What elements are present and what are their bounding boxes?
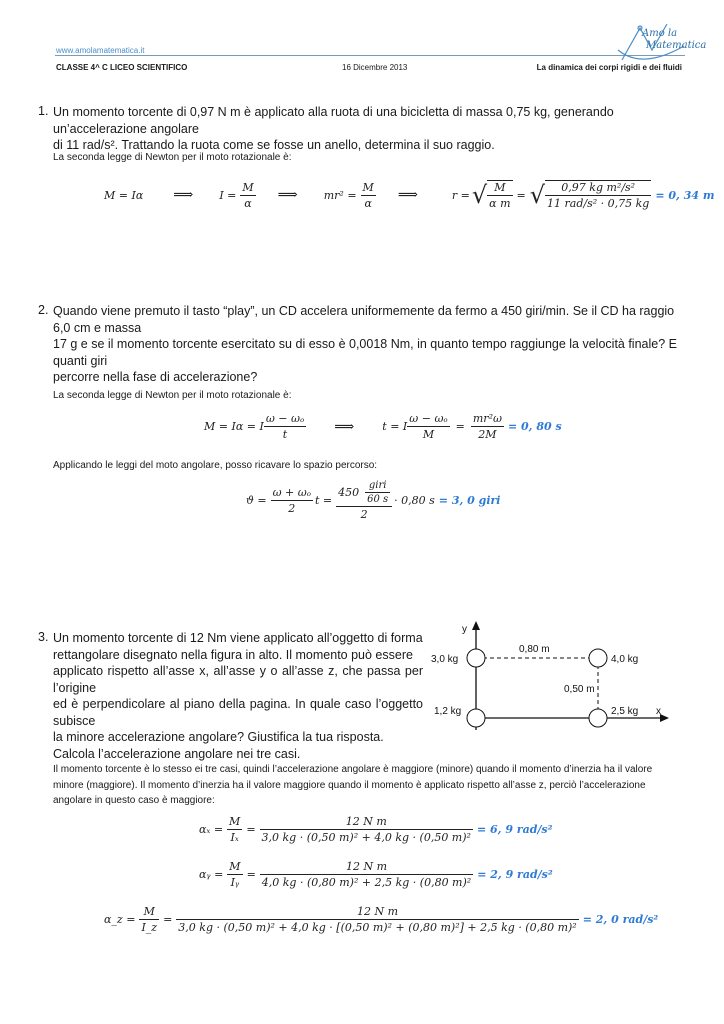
logo-text-2: Matematica: [646, 40, 707, 51]
fraction: $\frac{\text{12 N m}}{\text{3,0 kg · (0,50 m)² + 4,0 kg · (0,50 m)²}}$: [261, 815, 471, 844]
sqrt-symbol: √: [471, 181, 488, 209]
x-axis-label: x: [656, 706, 661, 717]
formula-term: I =: [219, 188, 237, 202]
problem-2-result-turns: = 3, 0 giri: [438, 494, 501, 507]
problem-2-formula-1: [204, 412, 562, 441]
problem-3-line: la minore accelerazione angolare? Giustifica la tua risposta.: [53, 730, 384, 744]
implies-symbol: ⟹: [277, 187, 298, 203]
formula-term: mr² =: [323, 188, 357, 202]
x-axis-arrow: [660, 714, 669, 722]
problem-2-intro: La seconda legge di Newton per il moto rotazionale è:: [53, 390, 292, 401]
header-divider: [55, 55, 685, 56]
mass-top-left: [467, 649, 485, 667]
result-alpha-z: = 2, 0 rad/s²: [582, 913, 659, 926]
mass-label-top-left: 3,0 kg: [431, 654, 459, 665]
problem-3-line: applicato rispetto all’asse x, all’asse y o all’asse z, che passa per l’origine: [53, 664, 423, 695]
fraction: $\frac{\text{ω − ωₒ}}{t}$: [265, 412, 305, 441]
formula-term: αₓ =: [199, 823, 224, 836]
implies-symbol: ⟹: [173, 187, 194, 203]
fraction: 12 N m 3,0 kg · (0,50 m)² + 4,0 kg · [(0,50 m)² + (0,80 m)²] + 2,5 kg · (0,80 m)²: [178, 905, 577, 934]
fraction: $\frac{M}{I\_z}$: [141, 905, 158, 934]
fraction: $\frac{M}{\text{Iₓ}}$: [229, 815, 241, 844]
problem-2-formula-2: [246, 480, 500, 521]
formula-term: M = Iα: [104, 188, 144, 202]
fraction: $\frac{\text{mr²ω}}{2M}$: [472, 412, 502, 441]
fraction: $\frac{M}{\alpha}$: [242, 180, 254, 210]
fraction: $\frac{\text{ω − ωₒ}}{M}$: [409, 412, 448, 441]
width-label: 0,80 m: [519, 644, 550, 655]
site-url[interactable]: www.amolamatematica.it: [56, 46, 145, 55]
formula-alpha-x: [199, 815, 552, 844]
problem-2-line: percorre nella fase di accelerazione?: [53, 370, 258, 384]
fraction: $\frac{M}{\text{α m}}$: [489, 181, 511, 210]
equals-sign: =: [246, 868, 256, 881]
formula-term: · 0,80 s: [394, 494, 435, 507]
implies-symbol: ⟹: [334, 418, 355, 435]
problem-1-number: 1.: [38, 104, 49, 118]
explanation-line: Il momento torcente è lo stesso ei tre casi, quindi l’accelerazione angolare è maggiore (minore) quando il momento d’inerzia ha il valore: [53, 764, 653, 775]
formula-term: αᵧ =: [199, 868, 224, 881]
y-axis-arrow: [472, 621, 480, 630]
problem-2-intro-2: Applicando le leggi del moto angolare, posso ricavare lo spazio percorso:: [53, 460, 378, 471]
formula-term: r =: [451, 188, 470, 202]
mass-diagram: [424, 618, 674, 736]
formula-term: α_z =: [104, 913, 136, 926]
problem-3-line: ed è perpendicolare al piano della pagina. In quale caso l’oggetto subisce: [53, 697, 423, 728]
problem-3-explanation: [53, 762, 683, 809]
formula-term: ϑ =: [246, 494, 267, 507]
mass-label-bottom-left: 1,2 kg: [434, 706, 462, 717]
problem-2-number: 2.: [38, 303, 49, 317]
formula-term: 450: [338, 486, 360, 499]
equals-sign: =: [455, 420, 465, 433]
problem-3-text: [53, 630, 423, 762]
equals-sign: =: [246, 823, 256, 836]
problem-1-result: = 0, 34 m: [655, 188, 715, 202]
formula-term: t = I: [382, 420, 408, 433]
problem-3-line: rettangolare disegnato nella figura in alto. Il momento può essere: [53, 647, 413, 662]
equals-sign: =: [516, 188, 526, 202]
formula-term: t =: [314, 494, 333, 507]
fraction: $\frac{M}{\alpha}$: [362, 180, 374, 210]
formula-term: M = Iα = I: [204, 420, 264, 433]
formula-alpha-z: [104, 905, 658, 934]
implies-symbol: ⟹: [397, 187, 418, 203]
mass-label-bottom-right: 2,5 kg: [611, 706, 639, 717]
mass-bottom-left: [467, 709, 485, 727]
compound-fraction: 450 $\frac{\text{giri}}{60 s}$ 2: [336, 480, 392, 521]
problem-2-text: [53, 303, 693, 386]
fraction: $\frac{M}{\text{Iᵧ}}$: [229, 860, 241, 889]
mass-label-top-right: 4,0 kg: [611, 654, 639, 665]
mass-bottom-right: [589, 709, 607, 727]
problem-1-text: [53, 104, 693, 154]
header-title: La dinamica dei corpi rigidi e dei fluidi: [536, 63, 682, 72]
result-alpha-x: = 6, 9 rad/s²: [476, 823, 553, 836]
problem-1-line: Un momento torcente di 0,97 N m è applicato alla ruota di una bicicletta di massa 0,75 kg, generando un’accelerazione angolare: [53, 105, 614, 136]
explanation-line: minore (maggiore). Il momento d’inerzia ha il valore maggiore quando il momento è applicato rispetto all’asse z, perciò l’accelerazione: [53, 779, 646, 791]
equals-sign: =: [163, 913, 173, 926]
explanation-line: angolare in questo caso è maggiore:: [53, 795, 215, 806]
mass-top-right: [589, 649, 607, 667]
fraction: $\frac{\text{12 N m}}{\text{4,0 kg · (0,80 m)² + 2,5 kg · (0,80 m)²}}$: [261, 860, 472, 889]
problem-2-line: Quando viene premuto il tasto “play”, un CD accelera uniformemente da fermo a 450 giri/min. Se il CD ha raggio 6,0 cm e massa: [53, 304, 675, 335]
problem-1-line: di 11 rad/s². Trattando la ruota come se fosse un anello, determina il suo raggio.: [53, 138, 495, 152]
amo-la-matematica-logo: [612, 20, 707, 68]
problem-1-intro: La seconda legge di Newton per il moto rotazionale è:: [53, 152, 292, 163]
problem-3-line: Un momento torcente di 12 Nm viene applicato all’oggetto di forma: [53, 631, 423, 645]
fraction: $\frac{\text{ω + ωₒ}}{2}$: [272, 486, 311, 515]
result-alpha-y: = 2, 9 rad/s²: [477, 868, 553, 881]
height-label: 0,50 m: [564, 684, 595, 695]
problem-3-number: 3.: [38, 630, 49, 644]
formula-alpha-y: [199, 860, 553, 889]
header-class: CLASSE 4^ C LICEO SCIENTIFICO: [56, 63, 188, 72]
logo-text-1: Amo la: [642, 28, 678, 39]
sqrt-symbol: √: [529, 181, 546, 209]
problem-1-formula: [104, 180, 715, 210]
y-axis-label: y: [462, 624, 467, 635]
fraction: $\frac{\text{0,97 kg m²/s²}}{\text{11 rad/s² · 0,75 kg}}$: [547, 181, 650, 210]
problem-3-line: Calcola l’accelerazione angolare nei tre casi.: [53, 746, 301, 761]
problem-2-line: 17 g e se il momento torcente esercitato su di esso è 0,0018 Nm, in quanto tempo raggiunge la velocità finale? E quanti giri: [53, 337, 677, 368]
header-date: 16 Dicembre 2013: [342, 63, 408, 72]
problem-2-result-time: = 0, 80 s: [507, 420, 562, 433]
fraction: $\frac{\text{giri}}{60 s}$: [367, 480, 389, 505]
